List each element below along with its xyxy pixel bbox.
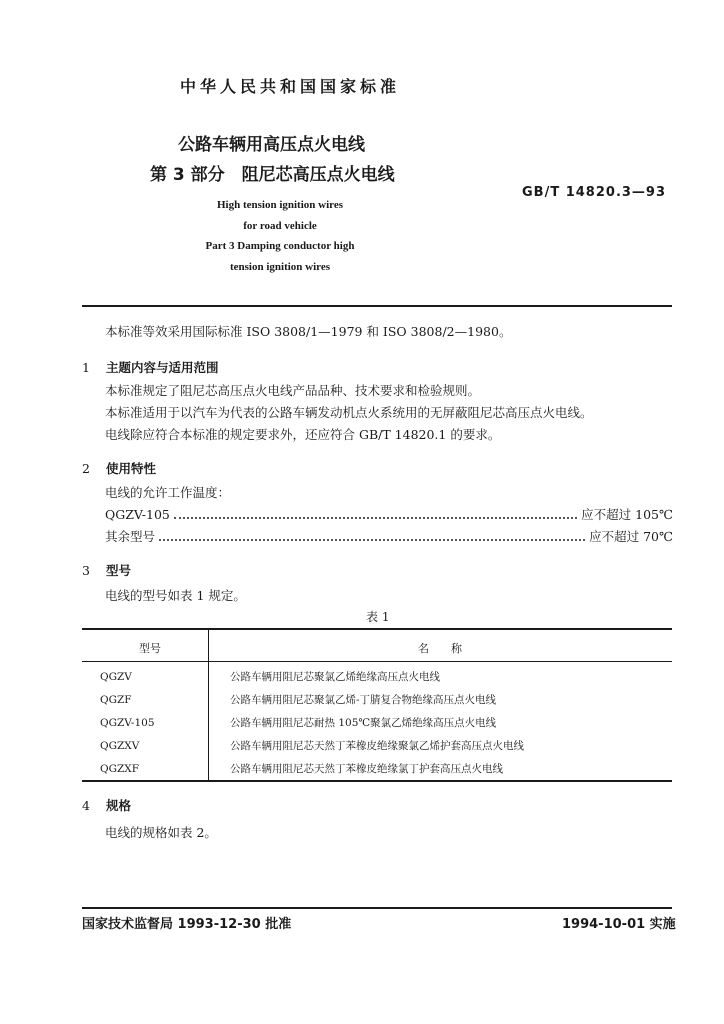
temperature-row-label: QGZV-105 xyxy=(105,507,170,522)
table-cell-model: QGZXF xyxy=(100,762,140,775)
section1-number: 1 xyxy=(82,360,90,375)
title-cn-line2: 第 3 部分 阻尼芯高压点火电线 xyxy=(150,165,395,185)
table-bottom-rule xyxy=(82,780,672,782)
temperature-row-value: 应不超过 70℃ xyxy=(589,529,673,544)
table-header-model: 型号 xyxy=(139,642,161,655)
section1-paragraph: 本标准适用于以汽车为代表的公路车辆发动机点火系统用的无屏蔽阻尼芯高压点火电线。 xyxy=(105,405,593,420)
title-en-line2: for road vehicle xyxy=(243,220,317,232)
section4-heading xyxy=(82,796,131,814)
table-cell-model: QGZF xyxy=(100,693,132,706)
section3-heading xyxy=(82,561,131,579)
table-cell-model: QGZXV xyxy=(100,739,140,752)
table1-caption: 表 1 xyxy=(366,610,390,624)
national-standard-label: 中华人民共和国国家标准 xyxy=(180,77,401,96)
temperature-row xyxy=(105,527,673,545)
title-en-line3: Part 3 Damping conductor high xyxy=(205,240,355,252)
table-cell-name: 公路车辆用阻尼芯天然丁苯橡皮绝缘聚氯乙烯护套高压点火电线 xyxy=(230,740,524,752)
section3-title: 型号 xyxy=(105,563,131,578)
leader-dots xyxy=(174,516,577,519)
section1-heading xyxy=(82,358,219,376)
section2-heading xyxy=(82,459,156,477)
intro-paragraph: 本标准等效采用国际标准 ISO 3808/1—1979 和 ISO 3808/2—1980。 xyxy=(105,324,512,339)
implementation-date: 1994-10-01 实施 xyxy=(562,917,676,932)
table-row xyxy=(100,688,524,711)
standard-number: GB/T 14820.3—93 xyxy=(522,185,667,200)
table-header-rule xyxy=(82,661,672,662)
section3-text: 电线的型号如表 1 规定。 xyxy=(105,588,246,603)
temperature-row xyxy=(105,505,673,523)
section4-number: 4 xyxy=(82,798,90,813)
temperature-row-label: 其余型号 xyxy=(105,529,156,544)
section4-text: 电线的规格如表 2。 xyxy=(105,825,217,840)
section3-number: 3 xyxy=(82,563,90,578)
title-en-line4: tension ignition wires xyxy=(229,261,331,273)
section2-title: 使用特性 xyxy=(105,461,156,476)
section1-title: 主题内容与适用范围 xyxy=(105,360,219,375)
temperature-row-value: 应不超过 105℃ xyxy=(581,507,673,522)
table-cell-name: 公路车辆用阻尼芯聚氯乙烯-丁腈复合物绝缘高压点火电线 xyxy=(230,694,497,706)
title-cn-line1: 公路车辆用高压点火电线 xyxy=(178,135,365,155)
section1-paragraph: 电线除应符合本标准的规定要求外，还应符合 GB/T 14820.1 的要求。 xyxy=(105,427,501,442)
section2-number: 2 xyxy=(82,461,90,476)
leader-dots xyxy=(159,538,585,541)
table-row xyxy=(100,665,524,688)
header-divider xyxy=(82,305,672,307)
table-cell-name: 公路车辆用阻尼芯天然丁苯橡皮绝缘氯丁护套高压点火电线 xyxy=(230,763,503,775)
table-cell-name: 公路车辆用阻尼芯聚氯乙烯绝缘高压点火电线 xyxy=(230,671,440,683)
footer-divider xyxy=(82,907,672,909)
approval-text: 国家技术监督局 1993-12-30 批准 xyxy=(82,917,292,932)
section4-title: 规格 xyxy=(105,798,131,813)
section1-body xyxy=(105,380,593,446)
title-en-line1: High tension ignition wires xyxy=(216,199,343,211)
section2-lead: 电线的允许工作温度： xyxy=(105,485,231,500)
table-cell-model: QGZV-105 xyxy=(100,716,155,729)
table-cell-name: 公路车辆用阻尼芯耐热 105℃聚氯乙烯绝缘高压点火电线 xyxy=(230,717,497,729)
table-cell-model: QGZV xyxy=(100,670,132,683)
table-row xyxy=(100,711,524,734)
table-row xyxy=(100,757,524,780)
table-row xyxy=(100,734,524,757)
section1-paragraph: 本标准规定了阻尼芯高压点火电线产品品种、技术要求和检验规则。 xyxy=(105,383,481,398)
table-header-name: 名 称 xyxy=(418,642,462,655)
table-top-rule xyxy=(82,628,672,630)
table1 xyxy=(100,665,524,780)
